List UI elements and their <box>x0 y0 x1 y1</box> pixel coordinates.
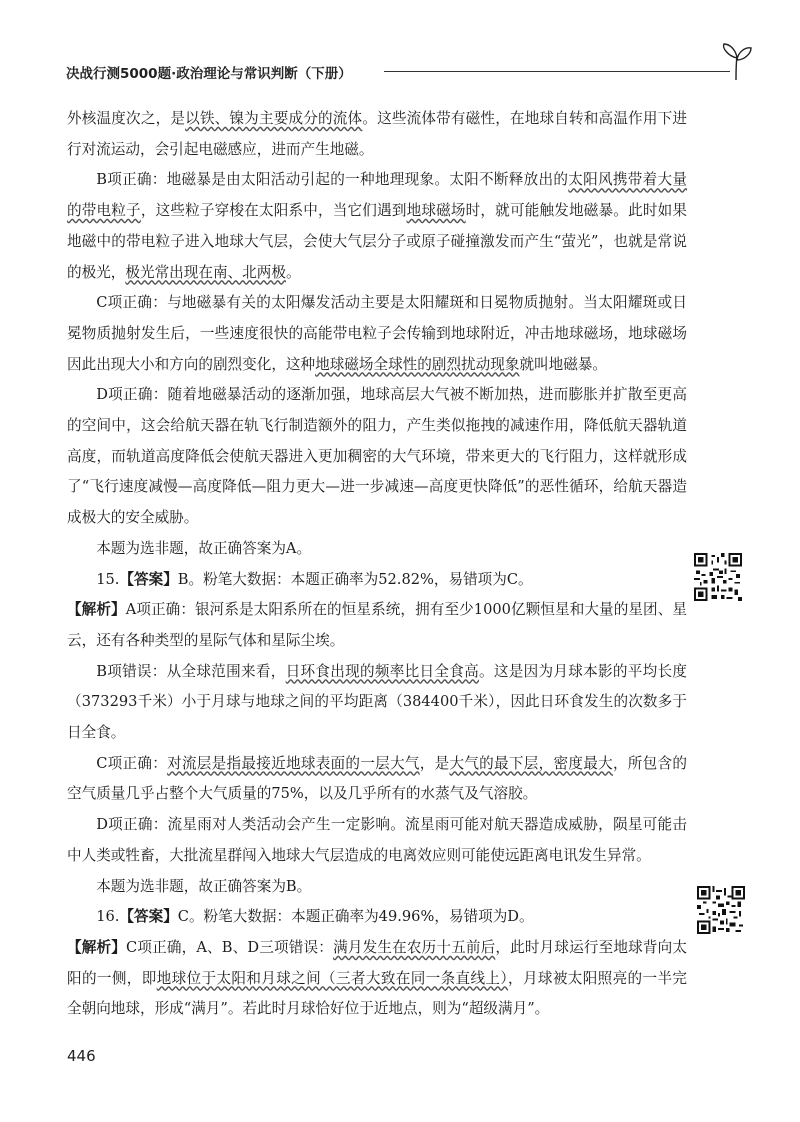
qr-code-icon[interactable] <box>697 886 745 934</box>
header-rule <box>384 71 730 72</box>
analysis-16: 【解析】C项正确，A、B、D三项错误：满月发生在农历十五前后，此时月球运行至地球背向太阳的一侧，即地球位于太阳和月球之间（三者大致在同一条直线上），月球被太阳照亮的一半完全朝向地球，形成“满月”。若此时月球恰好位于近地点，则为“超级满月”。 <box>67 938 687 1018</box>
answer-conclusion-14: 本题为选非题，故正确答案为A。 <box>96 539 312 557</box>
analysis-15-option-c: C项正确：对流层是指最接近地球表面的一层大气，是大气的最下层，密度最大，所包含的空气质量几乎占整个大气质量的75%，以及几乎所有的水蒸气及气溶胶。 <box>67 754 687 803</box>
answer-header-16: 16.【答案】C。粉笔大数据：本题正确率为49.96%，易错项为D。 <box>96 908 534 926</box>
analysis-15-option-a: 【解析】A项正确：银河系是太阳系所在的恒星系统，拥有至少1000亿颗恒星和大量的星团、星云，还有各种类型的星际气体和星际尘埃。 <box>67 601 687 649</box>
paragraph-core-fluid: 外核温度次之，是以铁、镍为主要成分的流体。这些流体带有磁性，在地球自转和高温作用下进行对流运动，会引起电磁感应，进而产生地磁。 <box>67 110 687 158</box>
answer-header-15: 15.【答案】B。粉笔大数据：本题正确率为52.82%，易错项为C。 <box>96 570 533 588</box>
analysis-15-option-b: B项错误：从全球范围来看，日环食出现的频率比日全食高。这是因为月球本影的平均长度（373293千米）小于月球与地球之间的平均距离（384400千米），因此日环食发生的次数多于日全食。 <box>67 662 687 742</box>
running-header <box>66 60 756 90</box>
paragraph-option-c-geomagnetic: C项正确：与地磁暴有关的太阳爆发活动主要是太阳耀斑和日冕物质抛射。当太阳耀斑或日冕物质抛射发生后，一些速度很快的高能带电粒子会传输到地球附近，冲击地球磁场，地球磁场因此出现大小和方向的剧烈变化，这种地球磁场全球性的剧烈扰动现象就叫地磁暴。 <box>67 294 687 373</box>
qr-code-icon[interactable] <box>694 553 742 601</box>
analysis-15-option-d: D项正确：流星雨对人类活动会产生一定影响。流星雨可能对航天器造成威胁，陨星可能击中人类或牲畜，大批流星群闯入地球大气层造成的电离效应则可能使远距离电讯发生异常。 <box>67 816 687 864</box>
sprout-icon <box>716 42 756 82</box>
answer-conclusion-15: 本题为选非题，故正确答案为B。 <box>96 877 312 895</box>
paragraph-option-d-geomagnetic: D项正确：随着地磁暴活动的逐渐加强，地球高层大气被不断加热，进而膨胀并扩散至更高的空间中，这会给航天器在轨飞行制造额外的阻力，产生类似拖拽的减速作用，降低航天器轨道高度，而轨道高度降低会使航天器进入更加稠密的大气环境，带来更大的飞行阻力，这样就形成了“飞行速度减慢—高度降低—阻力更大—进一步减速—高度更快降低”的恶性循环，给航天器造成极大的安全威胁。 <box>67 386 687 527</box>
paragraph-option-b-geomagnetic: B项正确：地磁暴是由太阳活动引起的一种地理现象。太阳不断释放出的太阳风携带着大量的带电粒子，这些粒子穿梭在太阳系中，当它们遇到地球磁场时，就可能触发地磁暴。此时如果地磁中的带电粒子进入地球大气层，会使大气层分子或原子碰撞激发而产生“萤光”，也就是常说的极光，极光常出现在南、北两极。 <box>67 171 687 281</box>
answer-explanations <box>67 104 687 1025</box>
page-number: 446 <box>67 1047 96 1065</box>
book-title: 决战行测5000题·政治理论与常识判断（下册） <box>66 66 352 82</box>
